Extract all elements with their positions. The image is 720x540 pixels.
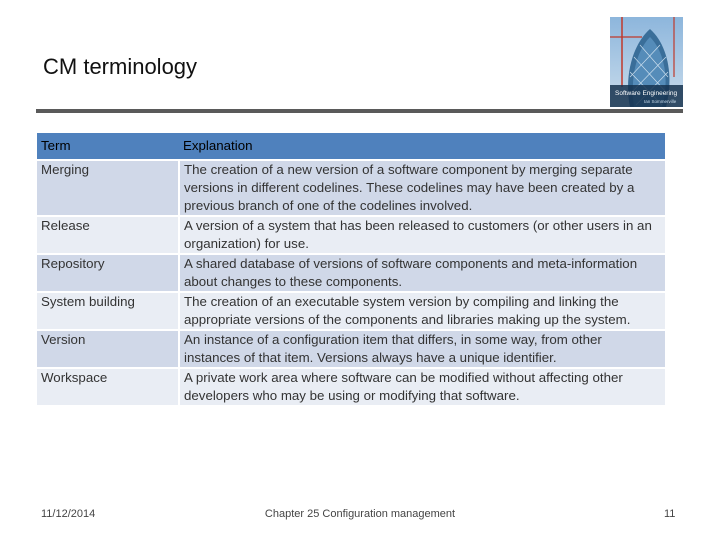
book-cover-image <box>610 17 683 107</box>
term-cell: Merging <box>37 160 179 216</box>
term-cell: System building <box>37 292 179 330</box>
explanation-cell: A version of a system that has been released to customers (or other users in an organization) for use. <box>179 216 665 254</box>
book-cover-illustration <box>610 17 683 107</box>
table-row <box>37 368 665 405</box>
explanation-cell: A private work area where software can be modified without affecting other developers who may be using or modifying that software. <box>179 368 665 405</box>
cover-title-text: Software Engineering <box>615 90 678 97</box>
title-divider <box>36 109 683 113</box>
header-term: Term <box>37 133 179 160</box>
term-cell: Repository <box>37 254 179 292</box>
header-explanation: Explanation <box>179 133 665 160</box>
table-row <box>37 216 665 254</box>
footer-chapter: Chapter 25 Configuration management <box>264 508 456 520</box>
explanation-cell: The creation of a new version of a software component by merging separate versions in different codelines. These codelines may have been created by a previous branch of one of the codelines involved. <box>179 160 665 216</box>
term-cell: Release <box>37 216 179 254</box>
cover-author-text: Ian Sommerville <box>644 99 677 104</box>
term-cell: Workspace <box>37 368 179 405</box>
page-number: 11 <box>664 508 676 520</box>
table-row <box>37 254 665 292</box>
explanation-cell: An instance of a configuration item that differs, in some way, from other instances of that item. Versions always have a unique identifier. <box>179 330 665 368</box>
table-row <box>37 160 665 216</box>
table-header-row <box>37 133 665 160</box>
term-cell: Version <box>37 330 179 368</box>
explanation-cell: A shared database of versions of software components and meta-information about changes to these components. <box>179 254 665 292</box>
explanation-cell: The creation of an executable system version by compiling and linking the appropriate versions of the components and libraries making up the system. <box>179 292 665 330</box>
footer-date: 11/12/2014 <box>41 508 96 520</box>
terminology-table <box>37 133 665 405</box>
slide-title: CM terminology <box>43 54 198 79</box>
table-row <box>37 330 665 368</box>
table-row <box>37 292 665 330</box>
